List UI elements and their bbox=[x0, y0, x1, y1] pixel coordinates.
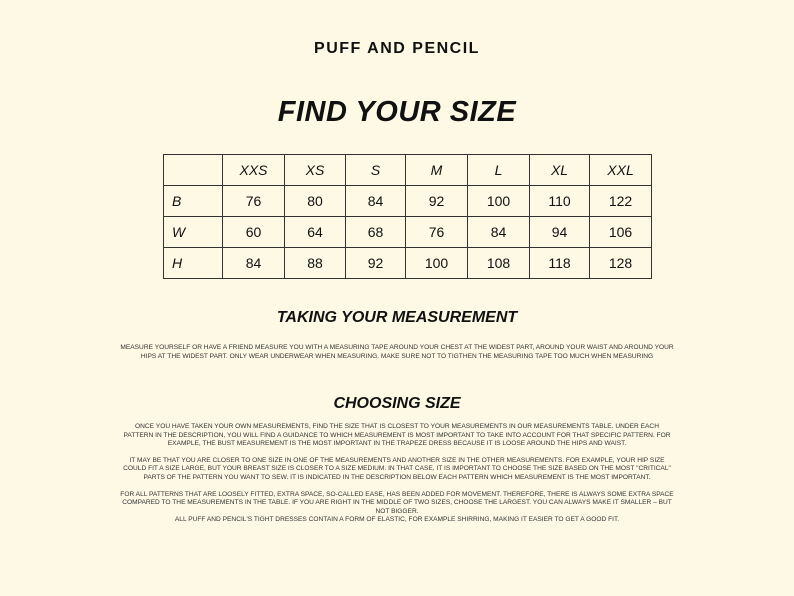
choosing-heading: CHOOSING SIZE bbox=[333, 395, 461, 412]
size-chart-table bbox=[163, 154, 652, 279]
row-label-hip: H bbox=[164, 248, 223, 279]
table-header-cell: XL bbox=[530, 155, 590, 186]
measurement-heading: TAKING YOUR MEASUREMENT bbox=[276, 309, 518, 326]
table-cell: 76 bbox=[406, 217, 468, 248]
table-row bbox=[164, 217, 652, 248]
table-row bbox=[164, 248, 652, 279]
table-cell: 106 bbox=[590, 217, 652, 248]
table-header-cell: S bbox=[346, 155, 406, 186]
choosing-paragraph: ONCE YOU HAVE TAKEN YOUR OWN MEASUREMENTS, FIND THE SIZE THAT IS CLOSEST TO YOUR MEASUREMENTS IN OUR MEASUREMENTS TABLE. UNDER EACH PATTERN IN THE DESCRIPTION, YOU WILL FIND A GUIDANCE TO WHICH MEASUREMENT IS MOST IMPORTANT TO TAKE INTO ACCOUNT FOR THAT SPECIFIC PATTERN. FOR EXAMPLE, THE BUST MEASUREMENT IS THE MOST IMPORTANT IN THE TRAPEZE DRESS BECAUSE IT IS LOOSE AROUND THE HIPS AND WAIST. bbox=[123, 423, 671, 448]
table-row bbox=[164, 186, 652, 217]
table-cell: 76 bbox=[223, 186, 285, 217]
table-cell: 84 bbox=[346, 186, 406, 217]
table-header-row bbox=[164, 155, 652, 186]
table-cell: 128 bbox=[590, 248, 652, 279]
table-cell: 64 bbox=[285, 217, 346, 248]
table-cell: 122 bbox=[590, 186, 652, 217]
table-cell: 100 bbox=[406, 248, 468, 279]
table-cell: 68 bbox=[346, 217, 406, 248]
table-header-cell: L bbox=[468, 155, 530, 186]
table-cell: 84 bbox=[223, 248, 285, 279]
table-header-cell: M bbox=[406, 155, 468, 186]
row-label-waist: W bbox=[164, 217, 223, 248]
table-cell: 110 bbox=[530, 186, 590, 217]
table-cell: 94 bbox=[530, 217, 590, 248]
choosing-paragraph: IT MAY BE THAT YOU ARE CLOSER TO ONE SIZE IN ONE OF THE MEASUREMENTS AND ANOTHER SIZE IN THE OTHER MEASUREMENTS. FOR EXAMPLE, YOUR HIP SIZE COULD FIT A SIZE LARGE, BUT YOUR BREAST SIZE IS CLOSER TO A SIZE MEDIUM. IN THAT CASE, IT IS IMPORTANT TO CHOOSE THE SIZE BASED ON THE MOST "CRITICAL" PARTS OF THE PATTERN YOU WANT TO SEW. IT IS INDICATED IN THE DESCRIPTION BELOW EACH PATTERN WHICH MEASUREMENT IS THE MOST IMPORTANT. bbox=[123, 456, 671, 481]
table-cell: 84 bbox=[468, 217, 530, 248]
table-header-cell: XXL bbox=[590, 155, 652, 186]
page-title: FIND YOUR SIZE bbox=[277, 96, 517, 128]
table-header-cell bbox=[164, 155, 223, 186]
row-label-bust: B bbox=[164, 186, 223, 217]
choosing-paragraph: ALL PUFF AND PENCIL'S TIGHT DRESSES CONTAIN A FORM OF ELASTIC, FOR EXAMPLE SHIRRING, MAKING IT EASIER TO GET A GOOD FIT. bbox=[174, 516, 620, 524]
choosing-paragraph: FOR ALL PATTERNS THAT ARE LOOSELY FITTED, EXTRA SPACE, SO-CALLED EASE, HAS BEEN ADDED FOR MOVEMENT. THEREFORE, THERE IS ALWAYS SOME EXTRA SPACE COMPARED TO THE MEASUREMENTS IN THE TABLE. IF YOU ARE RIGHT IN THE MIDDLE OF TWO SIZES, CHOOSE THE LARGEST. YOU CAN ALWAYS MAKE IT SMALLER – BUT NOT BIGGER. bbox=[120, 490, 674, 515]
table-header-cell: XXS bbox=[223, 155, 285, 186]
table-cell: 100 bbox=[468, 186, 530, 217]
table-cell: 80 bbox=[285, 186, 346, 217]
measurement-text bbox=[120, 344, 674, 369]
brand-name: PUFF AND PENCIL bbox=[314, 40, 480, 57]
table-cell: 60 bbox=[223, 217, 285, 248]
table-cell: 88 bbox=[285, 248, 346, 279]
table-header-cell: XS bbox=[285, 155, 346, 186]
table-cell: 92 bbox=[346, 248, 406, 279]
choosing-text bbox=[120, 423, 674, 533]
table-cell: 92 bbox=[406, 186, 468, 217]
table-cell: 108 bbox=[468, 248, 530, 279]
measurement-paragraph: MEASURE YOURSELF OR HAVE A FRIEND MEASURE YOU WITH A MEASURING TAPE AROUND YOUR CHEST AT THE WIDEST PART, AROUND YOUR WAIST AND AROUND YOUR HIPS AT THE WIDEST PART. ONLY WEAR UNDERWEAR WHEN MEASURING. MAKE SURE NOT TO TIGTHEN THE MEASURING TAPE TOO MUCH WHEN MEASURING bbox=[120, 344, 674, 360]
table-cell: 118 bbox=[530, 248, 590, 279]
